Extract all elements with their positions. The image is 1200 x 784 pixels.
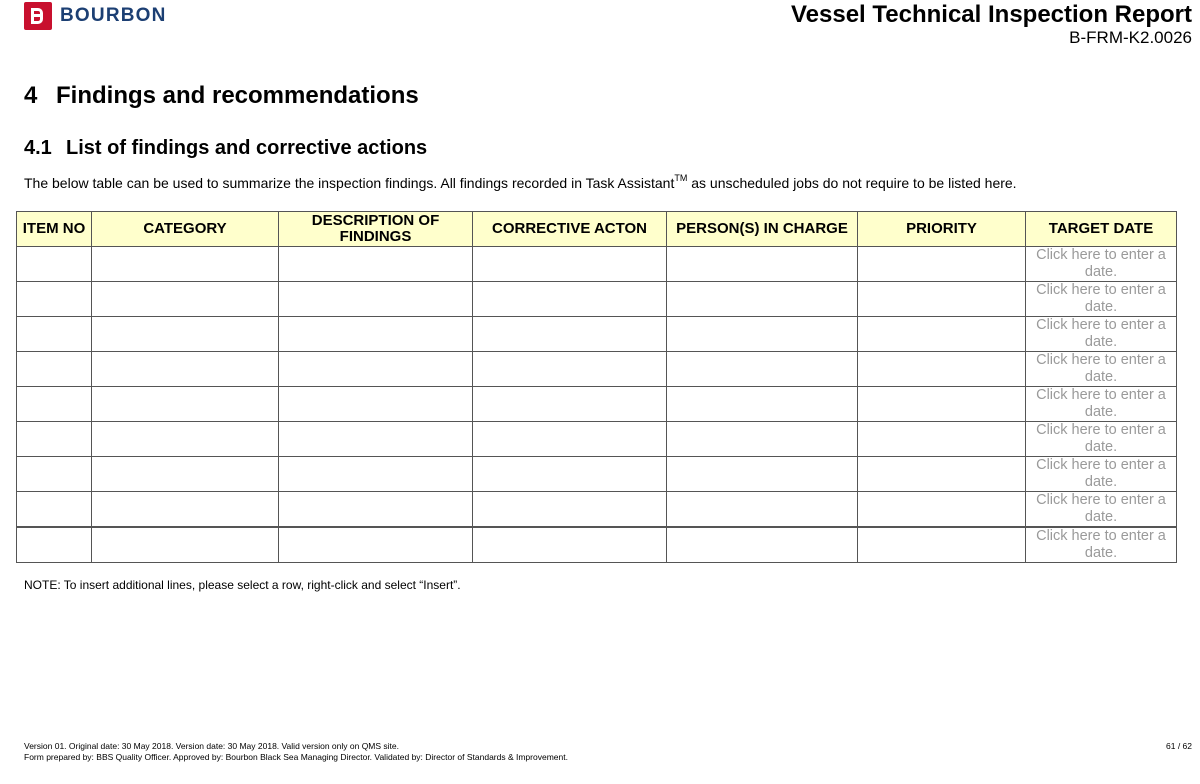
priority-cell[interactable]: [858, 457, 1026, 492]
corrective-action-cell[interactable]: [473, 527, 667, 563]
description-cell[interactable]: [279, 492, 473, 528]
target-date-picker[interactable]: Click here to enter a date.: [1026, 492, 1177, 528]
description-cell[interactable]: [279, 387, 473, 422]
findings-table: [16, 211, 1177, 563]
item-no-cell[interactable]: [17, 492, 92, 528]
target-date-picker[interactable]: Click here to enter a date.: [1026, 282, 1177, 317]
persons-cell[interactable]: [667, 457, 858, 492]
header-target-date: TARGET DATE: [1026, 212, 1177, 247]
category-cell[interactable]: [92, 527, 279, 563]
intro-paragraph: [24, 175, 1017, 191]
corrective-action-cell[interactable]: [473, 457, 667, 492]
page-number: 61 / 62: [1166, 741, 1192, 751]
header-item-no: ITEM NO: [17, 212, 92, 247]
description-cell[interactable]: [279, 317, 473, 352]
item-no-cell[interactable]: [17, 387, 92, 422]
description-cell[interactable]: [279, 247, 473, 282]
corrective-action-cell[interactable]: [473, 247, 667, 282]
trademark-superscript: TM: [674, 173, 688, 183]
intro-text-before: The below table can be used to summarize the inspection findings. All findings recorded in Task Assistant: [24, 175, 675, 191]
document-title: Vessel Technical Inspection Report: [790, 1, 1192, 28]
footer-approval-line: Form prepared by: BBS Quality Officer. Approved by: Bourbon Black Sea Managing Director. Validated by: Director of Standards & Improvement.: [24, 752, 568, 762]
target-date-picker[interactable]: Click here to enter a date.: [1026, 387, 1177, 422]
bourbon-logo: [24, 2, 167, 30]
item-no-cell[interactable]: [17, 247, 92, 282]
description-cell[interactable]: [279, 457, 473, 492]
table-row: [17, 422, 1177, 457]
intro-text-after: as unscheduled jobs do not require to be listed here.: [687, 175, 1017, 191]
description-cell[interactable]: [279, 422, 473, 457]
corrective-action-cell[interactable]: [473, 352, 667, 387]
item-no-cell[interactable]: [17, 457, 92, 492]
table-header-row: [17, 212, 1177, 247]
item-no-cell[interactable]: [17, 352, 92, 387]
table-note: NOTE: To insert additional lines, please select a row, right-click and select “Insert”.: [24, 578, 461, 592]
category-cell[interactable]: [92, 422, 279, 457]
category-cell[interactable]: [92, 492, 279, 528]
item-no-cell[interactable]: [17, 282, 92, 317]
category-cell[interactable]: [92, 387, 279, 422]
persons-cell[interactable]: [667, 247, 858, 282]
target-date-picker[interactable]: Click here to enter a date.: [1026, 527, 1177, 563]
category-cell[interactable]: [92, 282, 279, 317]
priority-cell[interactable]: [858, 527, 1026, 563]
item-no-cell[interactable]: [17, 317, 92, 352]
corrective-action-cell[interactable]: [473, 317, 667, 352]
header-persons-in-charge: PERSON(S) IN CHARGE: [667, 212, 858, 247]
priority-cell[interactable]: [858, 387, 1026, 422]
table-row: [17, 527, 1177, 563]
subsection-number: 4.1: [24, 137, 52, 159]
persons-cell[interactable]: [667, 422, 858, 457]
subsection-heading: [24, 137, 427, 160]
document-code: B-FRM-K2.0026: [1069, 28, 1192, 47]
item-no-cell[interactable]: [17, 527, 92, 563]
footer-version-line: Version 01. Original date: 30 May 2018. Version date: 30 May 2018. Valid version only on QMS site.: [24, 741, 400, 751]
priority-cell[interactable]: [858, 492, 1026, 528]
persons-cell[interactable]: [667, 492, 858, 528]
section-heading: [24, 82, 419, 110]
description-cell[interactable]: [279, 527, 473, 563]
corrective-action-cell[interactable]: [473, 282, 667, 317]
priority-cell[interactable]: [858, 352, 1026, 387]
logo-text: BOURBON: [60, 5, 167, 26]
corrective-action-cell[interactable]: [473, 422, 667, 457]
table-row: [17, 317, 1177, 352]
target-date-picker[interactable]: Click here to enter a date.: [1026, 352, 1177, 387]
target-date-picker[interactable]: Click here to enter a date.: [1026, 457, 1177, 492]
header-category: CATEGORY: [92, 212, 279, 247]
header-priority: PRIORITY: [858, 212, 1026, 247]
item-no-cell[interactable]: [17, 422, 92, 457]
header-description: DESCRIPTION OF FINDINGS: [279, 212, 473, 247]
priority-cell[interactable]: [858, 422, 1026, 457]
persons-cell[interactable]: [667, 317, 858, 352]
table-body: [17, 247, 1177, 563]
target-date-picker[interactable]: Click here to enter a date.: [1026, 247, 1177, 282]
priority-cell[interactable]: [858, 317, 1026, 352]
persons-cell[interactable]: [667, 527, 858, 563]
subsection-title: List of findings and corrective actions: [66, 137, 428, 159]
footer-info: [24, 741, 568, 763]
description-cell[interactable]: [279, 282, 473, 317]
bourbon-logo-icon: [24, 2, 52, 30]
section-number: 4: [24, 82, 38, 109]
description-cell[interactable]: [279, 352, 473, 387]
priority-cell[interactable]: [858, 282, 1026, 317]
table-row: [17, 247, 1177, 282]
section-title: Findings and recommendations: [56, 82, 419, 109]
category-cell[interactable]: [92, 317, 279, 352]
table-row: [17, 352, 1177, 387]
table-row: [17, 387, 1177, 422]
persons-cell[interactable]: [667, 387, 858, 422]
persons-cell[interactable]: [667, 282, 858, 317]
corrective-action-cell[interactable]: [473, 387, 667, 422]
header-corrective-action: CORRECTIVE ACTON: [473, 212, 667, 247]
priority-cell[interactable]: [858, 247, 1026, 282]
table-row: [17, 282, 1177, 317]
category-cell[interactable]: [92, 457, 279, 492]
persons-cell[interactable]: [667, 352, 858, 387]
category-cell[interactable]: [92, 247, 279, 282]
target-date-picker[interactable]: Click here to enter a date.: [1026, 422, 1177, 457]
category-cell[interactable]: [92, 352, 279, 387]
table-row: [17, 457, 1177, 492]
target-date-picker[interactable]: Click here to enter a date.: [1026, 317, 1177, 352]
corrective-action-cell[interactable]: [473, 492, 667, 528]
table-row: [17, 492, 1177, 528]
